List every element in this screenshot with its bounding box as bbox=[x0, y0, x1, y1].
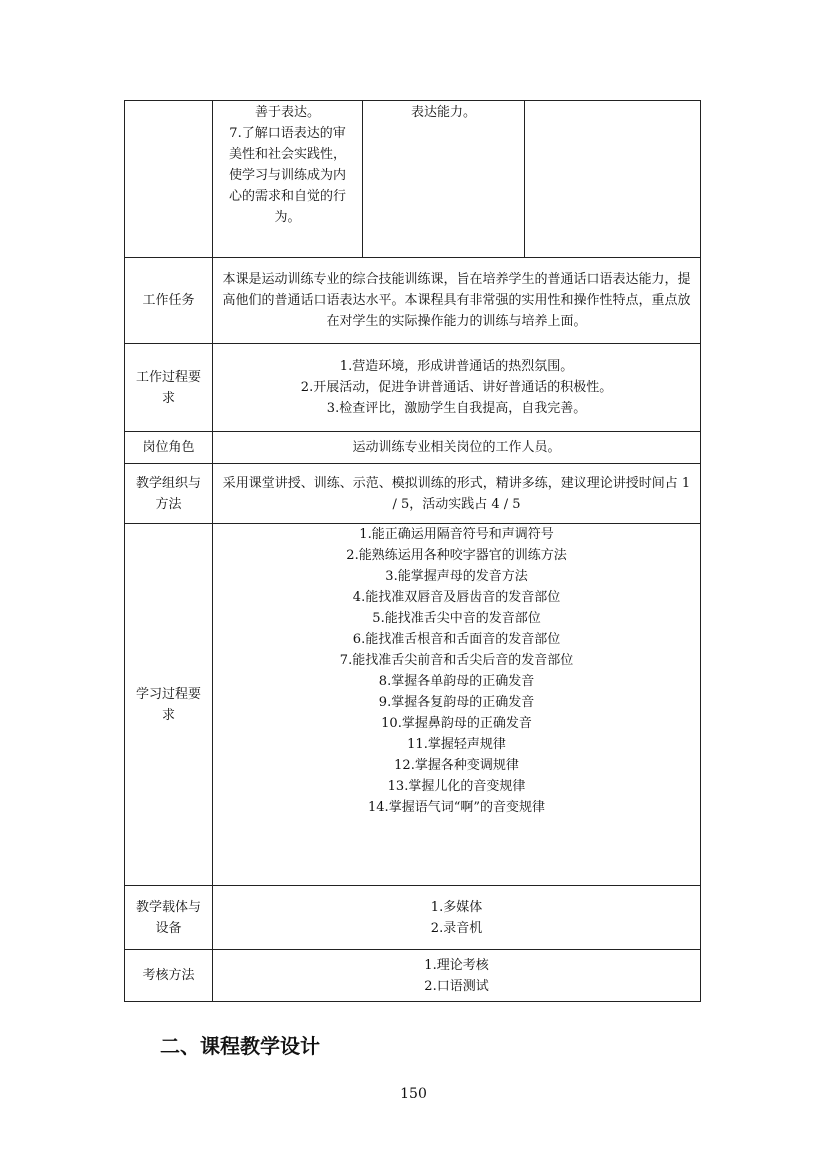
equipment-label bbox=[125, 886, 213, 950]
learning-line: 7.能找准舌尖前音和舌尖后音的发音部位 bbox=[339, 653, 574, 668]
learning-line: 12.掌握各种变调规律 bbox=[394, 758, 519, 773]
assessment-lines bbox=[213, 955, 700, 997]
work-process-label-text: 工作过程要求 bbox=[135, 369, 201, 406]
objective-line: 善于表达。 bbox=[254, 105, 320, 120]
page-number: 150 bbox=[400, 1086, 427, 1102]
objective-line: 7.了解口语表达的审 bbox=[229, 126, 346, 141]
learning-line: 1.能正确运用隔音符号和声调符号 bbox=[359, 527, 554, 542]
method-row bbox=[125, 464, 701, 524]
continuation-empty-cell bbox=[125, 101, 213, 258]
work-process-lines bbox=[213, 356, 700, 419]
assessment-content-cell bbox=[213, 950, 701, 1002]
objective-line: 为。 bbox=[274, 210, 301, 225]
equipment-label-text: 教学载体与设备 bbox=[135, 899, 201, 936]
learning-label bbox=[125, 524, 213, 886]
work-task-label: 工作任务 bbox=[125, 258, 213, 344]
assessment-line: 2.口语测试 bbox=[424, 978, 489, 994]
work-task-content-cell bbox=[213, 258, 701, 344]
objective-line: 使学习与训练成为内 bbox=[228, 168, 346, 183]
role-label: 岗位角色 bbox=[125, 432, 213, 464]
work-process-line: 3.检查评比，激励学生自我提高，自我完善。 bbox=[326, 401, 587, 416]
method-label bbox=[125, 464, 213, 524]
work-process-row bbox=[125, 344, 701, 432]
assessment-line: 1.理论考核 bbox=[424, 957, 489, 973]
objective-lines bbox=[213, 101, 362, 228]
learning-line: 3.能掌握声母的发音方法 bbox=[385, 569, 528, 584]
work-task-content: 本课是运动训练专业的综合技能训练课，旨在培养学生的普通话口语表达能力，提高他们的普通话口语表达水平。本课程具有非常强的实用性和操作性特点，重点放在对学生的实际操作能力的训练与培养上面。 bbox=[222, 272, 691, 329]
continuation-objectives-cell bbox=[213, 101, 363, 258]
continuation-empty-cell-right bbox=[525, 101, 701, 258]
learning-content-cell bbox=[213, 524, 701, 886]
assessment-row bbox=[125, 950, 701, 1002]
work-process-label bbox=[125, 344, 213, 432]
section-title: 二、课程教学设计 bbox=[160, 1034, 320, 1058]
equipment-line: 2.录音机 bbox=[430, 920, 483, 936]
learning-line: 4.能找准双唇音及唇齿音的发音部位 bbox=[352, 590, 561, 605]
learning-line: 2.能熟练运用各种咬字器官的训练方法 bbox=[346, 548, 567, 563]
method-content-cell bbox=[213, 464, 701, 524]
learning-line: 6.能找准舌根音和舌面音的发音部位 bbox=[352, 632, 561, 647]
course-table bbox=[124, 100, 701, 1002]
work-process-line: 2.开展活动，促进争讲普通话、讲好普通话的积极性。 bbox=[300, 380, 613, 395]
assessment-label: 考核方法 bbox=[125, 950, 213, 1002]
learning-line: 5.能找准舌尖中音的发音部位 bbox=[372, 611, 541, 626]
continuation-ability-cell bbox=[363, 101, 525, 258]
equipment-lines bbox=[213, 897, 700, 939]
learning-line: 14.掌握语气词“啊”的音变规律 bbox=[368, 800, 545, 815]
role-row bbox=[125, 432, 701, 464]
ability-line: 表达能力。 bbox=[410, 105, 476, 120]
learning-line: 9.掌握各复韵母的正确发音 bbox=[378, 695, 535, 710]
learning-line: 8.掌握各单韵母的正确发音 bbox=[378, 674, 535, 689]
continuation-row bbox=[125, 101, 701, 258]
equipment-content-cell bbox=[213, 886, 701, 950]
objective-line: 美性和社会实践性， bbox=[228, 147, 346, 162]
learning-line: 11.掌握轻声规律 bbox=[407, 737, 506, 752]
learning-line: 13.掌握儿化的音变规律 bbox=[387, 779, 526, 794]
objective-line: 心的需求和自觉的行 bbox=[228, 189, 346, 204]
learning-lines bbox=[213, 524, 700, 818]
learning-row bbox=[125, 524, 701, 886]
work-process-content-cell bbox=[213, 344, 701, 432]
role-content-cell bbox=[213, 432, 701, 464]
method-content: 采用课堂讲授、训练、示范、模拟训练的形式，精讲多练，建议理论讲授时间占 1 / 5，活动实践占 4 / 5 bbox=[222, 475, 691, 512]
learning-line: 10.掌握鼻韵母的正确发音 bbox=[381, 716, 532, 731]
method-label-text: 教学组织与方法 bbox=[135, 475, 201, 512]
learning-label-text: 学习过程要求 bbox=[135, 686, 201, 723]
work-task-row bbox=[125, 258, 701, 344]
role-content: 运动训练专业相关岗位的工作人员。 bbox=[352, 440, 561, 455]
equipment-row bbox=[125, 886, 701, 950]
equipment-line: 1.多媒体 bbox=[430, 899, 483, 915]
work-process-line: 1.营造环境，形成讲普通话的热烈氛围。 bbox=[339, 359, 574, 374]
